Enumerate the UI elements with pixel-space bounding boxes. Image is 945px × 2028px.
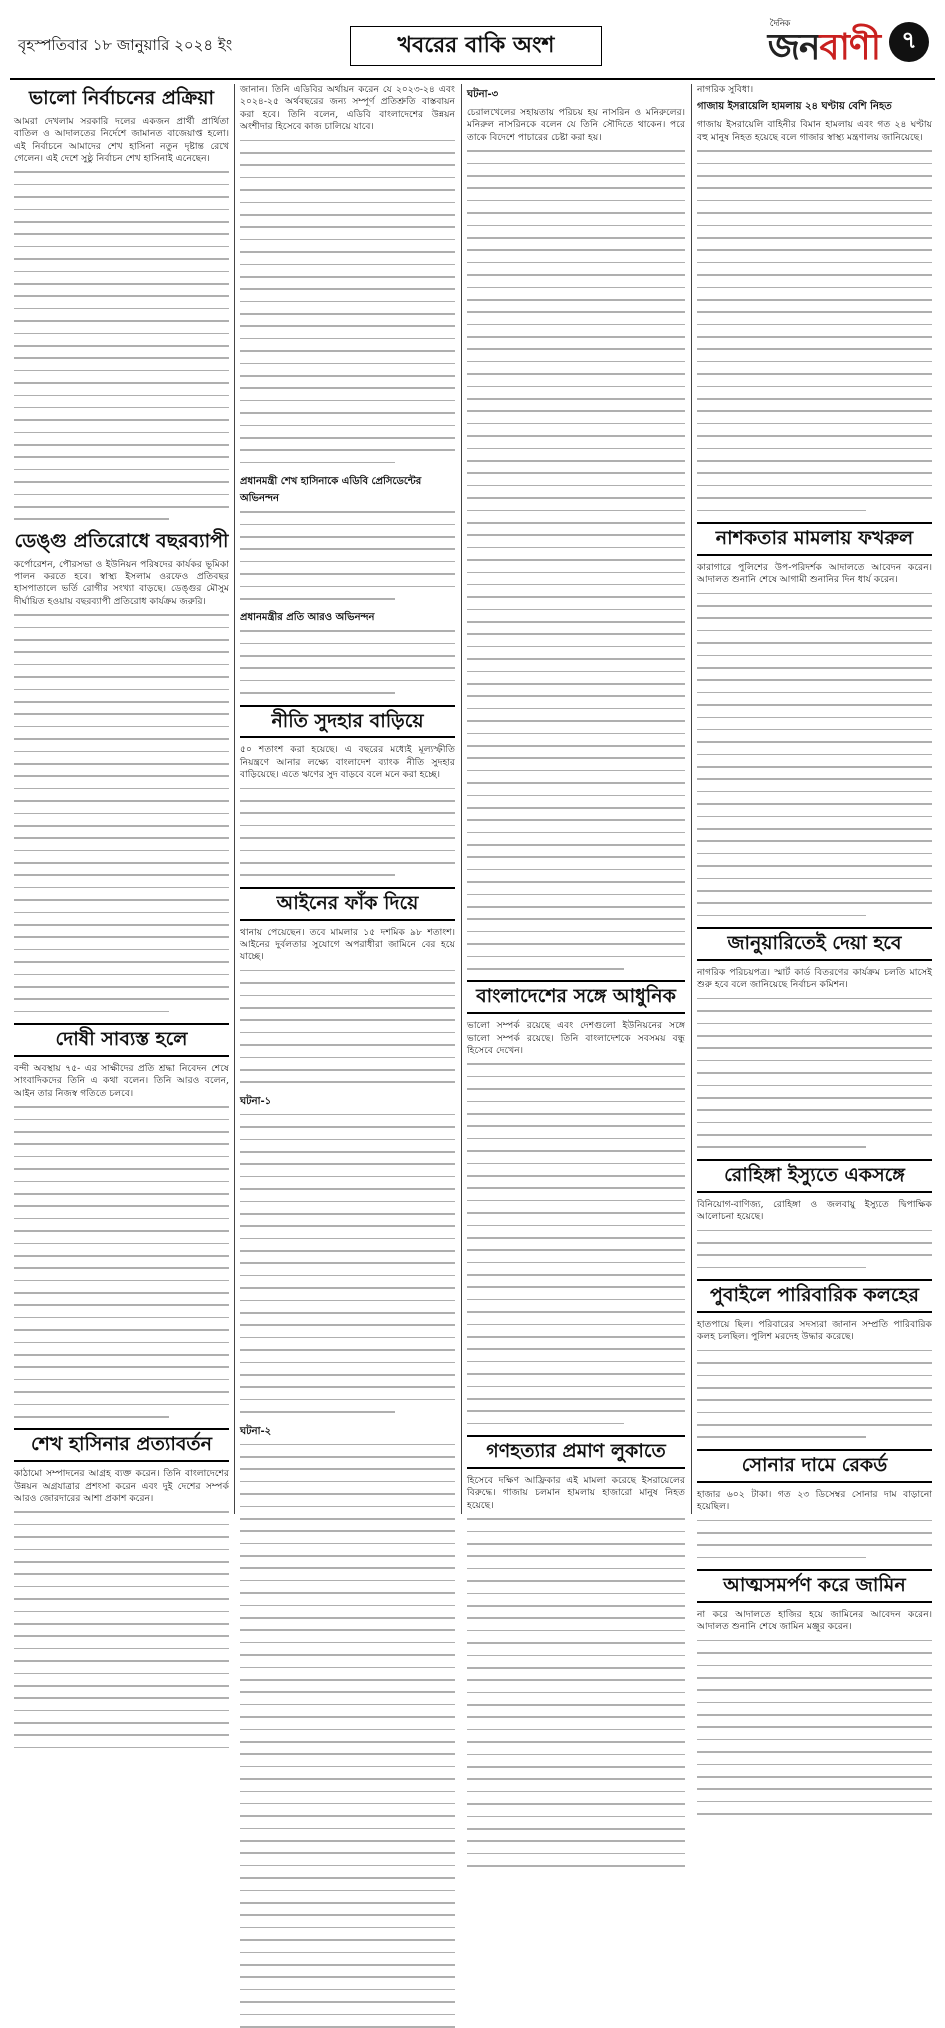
column-divider-2	[461, 84, 462, 1514]
subhead-more-congrats: প্রধানমন্ত্রীর প্রতি আরও অভিনন্দন	[240, 612, 375, 624]
article-january-lead: নাগরিক পরিচয়পত্র। স্মার্ট কার্ড বিতরণের কার্যক্রম চলতি মাসেই শুরু হবে বলে জানিয়েছে নির্বাচন কমিশন।	[697, 966, 932, 991]
newspaper-logo	[768, 20, 880, 80]
column-3	[467, 84, 685, 1514]
subhead-gaza-deaths: গাজায় ইসরায়েলি হামলায় ২৪ ঘণ্টায় বেশি নিহত	[697, 101, 892, 113]
article-law-loophole-body-a	[240, 970, 455, 1083]
article-policy-rate-body	[240, 788, 455, 876]
subhead-incident-2: ঘটনা-২	[240, 1425, 272, 1437]
headline-fair-election: ভালো নির্বাচনের প্রক্রিয়া	[29, 87, 214, 109]
article-gaza-body	[697, 150, 932, 511]
article-continued-lead: নাগরিক সুবিধা।	[697, 84, 754, 95]
article-guilty-body	[14, 1106, 229, 1417]
article-surrender-body	[697, 1640, 932, 1815]
column-divider-1	[234, 84, 235, 1514]
subhead-adb-congrats: প্রধানমন্ত্রী শেখ হাসিনাকে এডিবি প্রেসিডেন্টের অভিনন্দন	[240, 476, 422, 505]
headline-sheikh-hasina-return: শেখ হাসিনার প্রত্যাবর্তন	[14, 1428, 229, 1462]
subhead-incident-1: ঘটনা-১	[240, 1095, 272, 1107]
article-fakhrul-lead: কারাগারে পুলিশের উপ-পরিদর্শক আদালতে আবেদন করেন। আদালত শুনানি শেষে আগামী শুনানির দিন ধার্য করেন।	[697, 561, 932, 586]
article-dengue-body	[14, 614, 229, 1012]
article-adb-body	[240, 140, 455, 464]
article-genocide-lead: হিসেবে দক্ষিণ আফ্রিকার এই মামলা করেছে ইসরায়েলের বিরুদ্ধে। গাজায় চলমান হামলায় হাজারো মানুষ নিহত হয়েছে।	[467, 1475, 685, 1511]
article-surrender-lead: না করে আদালতে হাজির হয়ে জামিনের আবেদন করেন। আদালত শুনানি শেষে জামিন মঞ্জুর করেন।	[697, 1608, 932, 1633]
section-banner: খবরের বাকি অংশ	[350, 26, 602, 66]
article-policy-rate-lead: ৫০ শতাংশ করা হয়েছে। এ বছরের মধ্যেই মূল্যস্ফীতি নিয়ন্ত্রণে আনার লক্ষ্যে বাংলাদেশ ব্যাংক নীতি সুদহার বাড়িয়েছে। এতে ঋণের সুদ বাড়বে বলে মনে করা হচ্ছে।	[240, 744, 455, 781]
headline-dengue: ডেঙ্গু প্রতিরোধে বছরব্যাপী	[14, 529, 229, 552]
article-fair-election-lead: আমরা দেখলাম সরকারি দলের একজন প্রার্থী প্রার্থিতা বাতিল ও আদালতের নির্দেশে জামানত বাজেয়াপ্ত হলো। এই নির্বাচনে আমাদের শেখ হাসিনা নতুন দৃষ্টান্ত রেখে গেলেন। এই দেশে সুষ্ঠু নির্বাচন শেখ হাসিনাই এনেছেন।	[14, 115, 229, 165]
headline-pubail-feud: পুবাইলে পারিবারিক কলহের	[697, 1279, 932, 1313]
headline-law-loophole: আইনের ফাঁক দিয়ে	[240, 887, 455, 921]
headline-policy-rate: নীতি সুদহার বাড়িয়ে	[240, 705, 455, 739]
article-fair-election-body	[14, 171, 229, 520]
article-fakhrul-body	[697, 593, 932, 917]
article-january-body	[697, 998, 932, 1148]
article-pubail-body	[697, 1350, 932, 1438]
article-gold-lead: হাজার ৬০২ টাকা। গত ২৩ ডিসেম্বর সোনার দাম বাড়ানো হয়েছিল।	[697, 1488, 932, 1513]
article-incident-3-lead: চেরালখেলের সহায়তায় পরিচয় হয় নাসরিন ও মনিরুলের। মনিরুল নাসরিনকে বলেন যে তিনি সৌদিতে থাকেন। পরে তাকে বিদেশে পাচারের চেষ্টা করা হয়।	[467, 107, 685, 143]
article-guilty-lead: বন্দী অবস্থায় ৭৫- এর সাক্ষীদের প্রতি শ্রদ্ধা নিবেদন শেষে সাংবাদিকদের তিনি এ কথা বলেন। তিনি আরও বলেন, আইন তার নিজস্ব গতিতে চলবে।	[14, 1063, 229, 1099]
article-incident-3-body	[467, 150, 685, 969]
headline-genocide-evidence: গণহত্যার প্রমাণ লুকাতে	[467, 1435, 685, 1469]
article-rohingya-lead: বিনিয়োগ-বাণিজ্য, রোহিঙ্গা ও জলবায়ু ইস্যুতে দ্বিপাক্ষিক আলোচনা হয়েছে।	[697, 1198, 932, 1223]
column-1	[14, 84, 229, 1514]
article-pubail-lead: হাতপায়ে ছিল। পরিবারের সদস্যরা জানান সম্প্রতি পারিবারিক কলহ চলছিল। পুলিশ মরদেহ উদ্ধার করেছে।	[697, 1318, 932, 1343]
article-more-congrats-body	[240, 630, 455, 694]
headline-rohingya: রোহিঙ্গা ইস্যুতে একসঙ্গে	[697, 1159, 932, 1193]
column-2	[240, 84, 455, 1514]
article-bangladesh-modern-lead: ভালো সম্পর্ক রয়েছে এবং দেশগুলো ইউনিয়নের সঙ্গে ভালো সম্পর্ক রয়েছে। তিনি বাংলাদেশকে সবসময় বন্ধু হিসেবে দেখেন।	[467, 1020, 685, 1057]
column-divider-3	[691, 84, 692, 1514]
article-dengue-lead: কর্পোরেশন, পৌরসভা ও ইউনিয়ন পরিষদের কার্যকর ভূমিকা পালন করতে হবে। স্বাস্থ্য ইসলাম ওরফেও প্রতিবছর হাসপাতালে ভর্তি রোগীর সংখ্যা বাড়ছে। ডেঙ্গুর মৌসুম দীর্ঘায়িত হওয়ায় বছরব্যাপী প্রতিরোধ কার্যক্রম জরুরি।	[14, 558, 229, 607]
page-number-badge: ৭	[889, 22, 929, 62]
headline-surrender-bail: আত্মসমর্পণ করে জামিন	[697, 1569, 932, 1603]
article-genocide-body	[467, 1518, 685, 1867]
headline-bangladesh-modern: বাংলাদেশের সঙ্গে আধুনিক	[467, 980, 685, 1014]
article-bangladesh-modern-body	[467, 1063, 685, 1424]
article-return-body	[14, 1511, 229, 1748]
article-return-lead: কাঠামো সম্পাদনের আগ্রহ ব্যক্ত করেন। তিনি বাংলাদেশের উন্নয়ন অগ্রযাত্রার প্রশংসা করেন এবং দুই দেশের সম্পর্ক আরও জোরদারের আশা প্রকাশ করেন।	[14, 1468, 229, 1505]
logo-part-a: জন	[767, 27, 820, 68]
article-incident-2-body	[240, 1444, 455, 2028]
page-header	[10, 16, 935, 80]
logo-part-b: বাণী	[819, 27, 880, 68]
issue-date: বৃহস্পতিবার ১৮ জানুয়ারি ২০২৪ ইং	[18, 36, 233, 54]
headline-january-delivery: জানুয়ারিতেই দেয়া হবে	[697, 927, 932, 961]
column-4	[697, 84, 932, 1633]
headline-guilty: দোষী সাব্যস্ত হলে	[14, 1023, 229, 1057]
article-incident-1-body	[240, 1114, 455, 1413]
article-gold-body	[697, 1520, 932, 1559]
subhead-incident-3: ঘটনা-৩	[467, 89, 499, 100]
article-law-loophole-lead: থানায় পেয়েছেন। তবে মামলার ১৫ দশমিক ৯৮ শতাংশ। আইনের দুর্বলতার সুযোগে অপরাধীরা জামিনে বের হয়ে যাচ্ছে।	[240, 926, 455, 963]
headline-fakhrul: নাশকতার মামলায় ফখরুল	[697, 522, 932, 556]
article-gaza-lead: গাজায় ইসরায়েলি বাহিনীর বিমান হামলায় এবং গত ২৪ ঘণ্টায় বহু মানুষ নিহত হয়েছে বলে গাজার স্বাস্থ্য মন্ত্রণালয় জানিয়েছে।	[697, 119, 932, 143]
article-adb-congrats-body	[240, 511, 455, 599]
logo-prefix: দৈনিক	[769, 19, 790, 29]
article-adb-lead: জানান। তিনি এডিবির অর্থায়ন করেন যে ২০২৩-২৪ এবং ২০২৪-২৫ অর্থবছরের জন্য সম্পূর্ণ প্রতিশ্রুতি বাস্তবায়ন করা হবে। তিনি বলেন, এডিবি বাংলাদেশের উন্নয়ন অংশীদার হিসেবে কাজ চালিয়ে যাবে।	[240, 84, 455, 133]
headline-gold-price: সোনার দামে রেকর্ড	[697, 1449, 932, 1483]
article-rohingya-body	[697, 1230, 932, 1269]
